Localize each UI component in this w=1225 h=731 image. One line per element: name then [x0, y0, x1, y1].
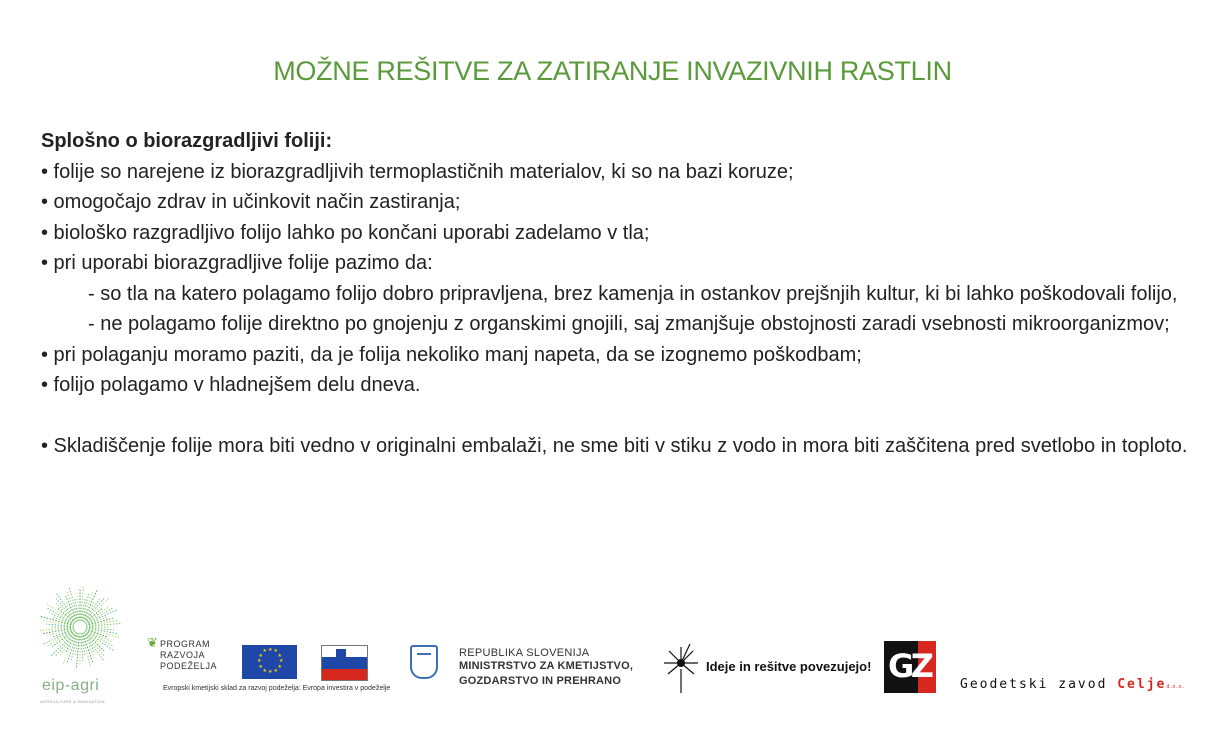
eip-agri-logo [30, 579, 130, 709]
eu-star-icon: ★ [268, 647, 273, 653]
ep-caption: Evropski kmetijski sklad za razvoj podeželja: Evropa investira v podeželje [163, 685, 391, 692]
program-text: PROGRAM RAZVOJA PODEŽELJA [160, 639, 218, 671]
gz-logo-icon [884, 641, 936, 693]
sub-item: - ne polagamo folije direktno po gnojenju z organskimi gnojili, saj zmanjšuje obstojnosti zaradi vsebnosti mikroorganizmov; [88, 313, 1170, 335]
ministry-line3: GOZDARSTVO IN PREHRANO [459, 675, 622, 687]
main-text [41, 126, 1197, 461]
bullet-item: • folije so narejene iz biorazgradljivih termoplastičnih materialov, ki so na bazi koruze; [41, 160, 794, 183]
eu-star-icon: ★ [258, 652, 263, 659]
dandelion-icon [660, 641, 702, 693]
bullet-item: • pri polaganju moramo paziti, da je folija nekoliko manj napeta, da se izognemo poškodbam; [41, 343, 862, 366]
company-suffix: d.o.o. [1166, 684, 1185, 690]
eip-agri-logo-icon [30, 579, 130, 675]
eu-star-icon: ★ [262, 648, 267, 655]
eu-star-icon: ★ [262, 667, 267, 674]
gz-letter-g: G [888, 647, 913, 685]
logo-bar [0, 575, 1225, 725]
bullet-item: • Skladiščenje folije mora biti vedno v originalni embalaži, ne sme biti v stiku z vodo in mora biti zaščitena pred svetlobo in toploto. [41, 434, 1188, 457]
eu-star-icon: ★ [273, 667, 278, 674]
bullet-item: • folijo polagamo v hladnejšem delu dneva. [41, 374, 421, 396]
company-city: Celje [1117, 677, 1167, 692]
bullet-item: • pri uporabi biorazgradljive folije pazimo da: [41, 252, 433, 274]
eu-star-icon: ★ [279, 658, 284, 664]
eu-star-icon: ★ [268, 669, 273, 675]
eip-agri-subtitle: AGRICULTURE & INNOVATION [40, 699, 105, 704]
eu-star-icon: ★ [277, 652, 282, 659]
company-name-text: Geodetski zavod [960, 677, 1118, 692]
eu-star-icon: ★ [277, 663, 282, 670]
eu-star-icon: ★ [257, 658, 262, 664]
section-heading: Splošno o biorazgradljivi foliji: [41, 130, 333, 152]
eu-flag-icon [242, 645, 297, 679]
slovenia-flag-icon [321, 645, 368, 681]
spacer [41, 401, 1197, 431]
eu-star-icon: ★ [273, 648, 278, 655]
page-title: MOŽNE REŠITVE ZA ZATIRANJE INVAZIVNIH RASTLIN [273, 56, 952, 86]
leaf-icon: ❦ [147, 635, 158, 650]
sub-item: - so tla na katero polagamo folijo dobro pripravljena, brez kamenja in ostankov prejšnjih kultur, ki bi lahko poškodovali folijo, [88, 282, 1178, 305]
gz-letter-z: Z [910, 647, 934, 685]
ministry-logo [459, 647, 633, 689]
bullet-item: • biološko razgradljivo folijo lahko po končani uporabi zadelamo v tla; [41, 221, 650, 244]
eu-star-icon: ★ [258, 663, 263, 670]
bullet-item: • omogočajo zdrav in učinkovit način zastiranja; [41, 191, 461, 213]
coat-of-arms-icon [336, 649, 346, 661]
ideje-slogan: Ideje in rešitve povezujejo! [706, 659, 872, 674]
ministry-line2: MINISTRSTVO ZA KMETIJSTVO, [459, 660, 634, 672]
eip-agri-name: eip-agri [42, 677, 100, 694]
ministry-line1: REPUBLIKA SLOVENIJA [459, 647, 590, 659]
company-name [960, 677, 1184, 692]
coat-of-arms-icon [410, 645, 438, 679]
